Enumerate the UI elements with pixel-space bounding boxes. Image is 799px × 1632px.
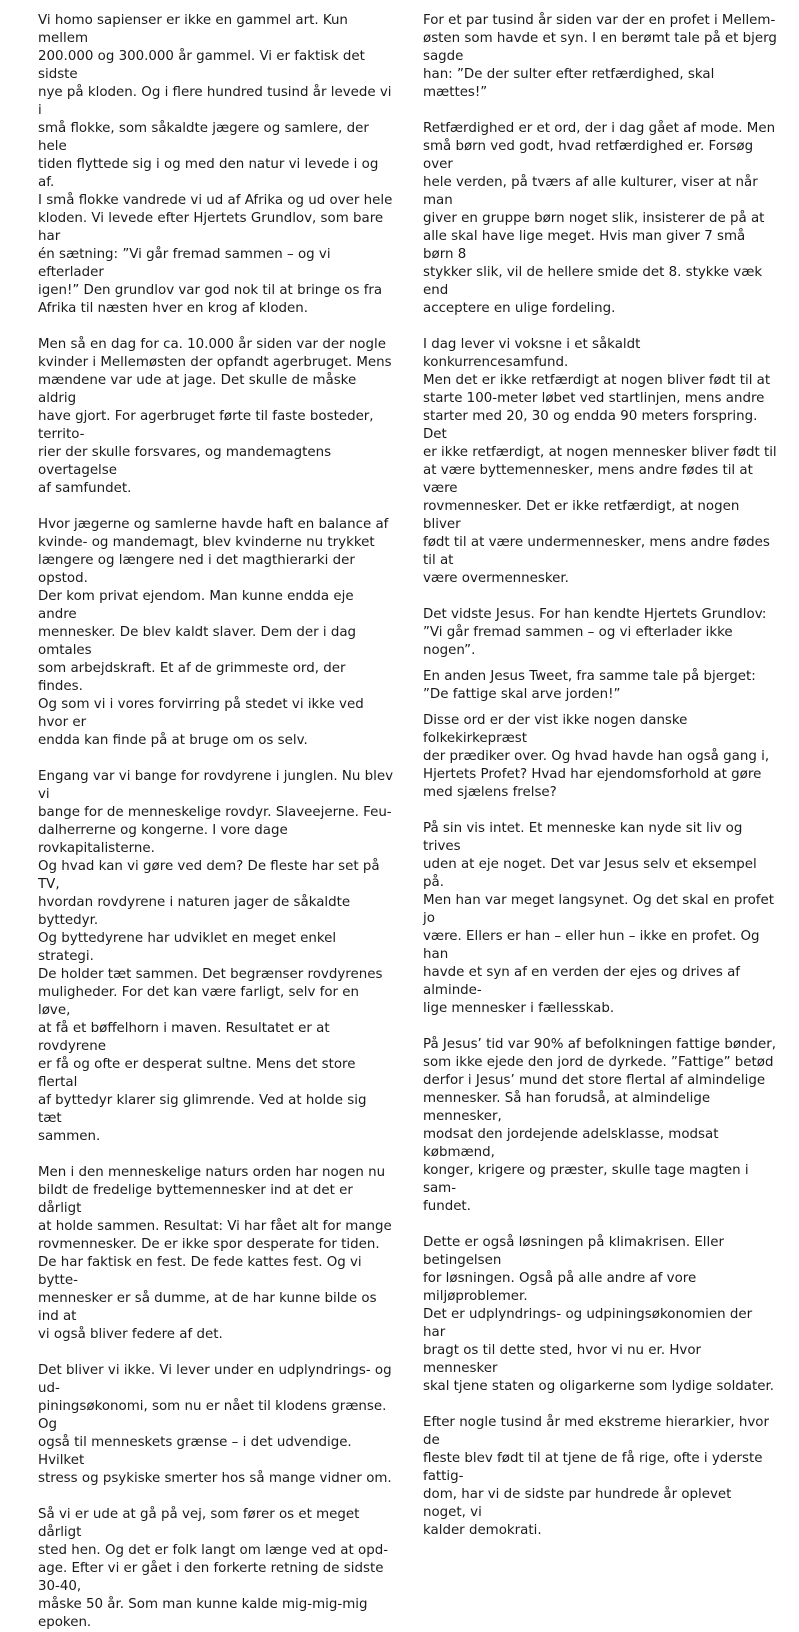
paragraph: Retfærdighed er et ord, der i dag gået af mode. Men små børn ved godt, hvad retfærdighed er. Forsøg over hele verden, på tværs af alle kulturer, viser at når man giver en gruppe børn noget slik, insisterer de på at alle skal have lige meget. Hvis man giver 7 små børn 8 stykker slik, vil de hellere smide det 8. stykke væk end acceptere en ulige fordeling. xyxy=(423,121,776,316)
paragraph: Dette er også løsningen på klimakrisen. Eller betingelsen for løsningen. Også på alle andre af vore miljøproblemer. Det er udplyndrings- og udpiningsøkonomien der har bragt os til dette sted, hvor vi nu er. Hvor mennesker skal tjene staten og oligarkerne som lydige soldater. xyxy=(423,1235,775,1394)
paragraph: Det vidste Jesus. For han kendte Hjertets Grundlov: ”Vi går fremad sammen – og vi efterlader ikke nogen”. xyxy=(423,607,767,658)
paragraph: En anden Jesus Tweet, fra samme tale på bjerget: ”De fattige skal arve jorden!” xyxy=(423,669,756,702)
paragraph: I dag lever vi voksne i et såkaldt konkurrencesamfund. Men det er ikke retfærdigt at nogen bliver født til at starte 100-meter løbet ved startlinjen, mens andre starter med 20, 30 og endda 90 meters forspring. Det er ikke retfærdigt, at nogen mennesker bliver født til at være byttemennesker, mens andre fødes til at være rovmennesker. Det er ikke retfærdigt, at nogen bliver født til at være undermennesker, mens andre fødes til at være overmennesker. xyxy=(423,337,777,586)
paragraph: Hvor jægerne og samlerne havde haft en balance af kvinde- og mandemagt, blev kvinderne nu trykket længere og længere ned i det magthierarki der opstod. Der kom privat ejendom. Man kunne endda eje andre mennesker. De blev kaldt slaver. Dem der i dag omtales som arbejdskraft. Et af de grimmeste ord, der findes. Og som vi i vores forvirring på stedet vi ikke ved hvor er endda kan finde på at bruge om os selv. xyxy=(38,517,389,748)
paragraph: Men så en dag for ca. 10.000 år siden var der nogle kvinder i Mellemøsten der opfandt agerbruget. Mens mændene var ude at jage. Det skulle de måske aldrig have gjort. For agerbruget førte til faste bosteder, territo- rier der skulle forsvares, og mandemagtens overtagelse af samfundet. xyxy=(38,337,392,496)
paragraph: På sin vis intet. Et menneske kan nyde sit liv og trives uden at eje noget. Det var Jesus selv et eksempel på. Men han var meget langsynet. Og det skal en profet jo være. Ellers er han – eller hun – ikke en profet. Og han havde et syn af en verden der ejes og drives af alminde- lige mennesker i fællesskab. xyxy=(423,821,775,1016)
paragraph: Så vi er ude at gå på vej, som fører os et meget dårligt sted hen. Og det er folk langt om længe ved at opd- age. Efter vi er gået i den forkerte retning de sidste 30-40, måske 50 år. Som man kunne kalde mig-mig-mig epoken. xyxy=(38,1507,389,1630)
paragraph: For et par tusind år siden var der en profet i Mellem- østen som havde et syn. I en berømt tale på et bjerg sagde han: ”De der sulter efter retfærdighed, skal mættes!” xyxy=(423,13,777,100)
paragraph: Disse ord er der vist ikke nogen danske folkekirkepræst der prædiker over. Og hvad havde han også gang i, Hjertets Profet? Hvad har ejendomsforhold at gøre med sjælens frelse? xyxy=(423,713,770,800)
right-column xyxy=(423,12,778,1538)
paragraph: Efter nogle tusind år med ekstreme hierarkier, hvor de fleste blev født til at tjene de få rige, ofte i yderste fattig- dom, har vi de sidste par hundrede år oplevet noget, vi kalder demokrati. xyxy=(423,1415,769,1538)
paragraph: Vi homo sapienser er ikke en gammel art. Kun mellem 200.000 og 300.000 år gammel. Vi er faktisk det sidste nye på kloden. Og i flere hundred tusind år levede vi i små flokke, som såkaldte jægere og samlere, der hele tiden flyttede sig i og med den natur vi levede i og af. I små flokke vandrede vi ud af Afrika og ud over hele kloden. Vi levede efter Hjertets Grundlov, som bare har én sætning: ”Vi går fremad sammen – og vi efterlader igen!” Den grundlov var god nok til at bringe os fra Afrika til næsten hver en krog af kloden. xyxy=(38,13,393,316)
paragraph: Det bliver vi ikke. Vi lever under en udplyndrings- og ud- piningsøkonomi, som nu er nået til klodens grænse. Og også til menneskets grænse – i det udvendige. Hvilket stress og psykiske smerter hos så mange vidner om. xyxy=(38,1363,392,1486)
paragraph: Engang var vi bange for rovdyrene i junglen. Nu blev vi bange for de menneskelige rovdyr. Slaveejerne. Feu- dalherrerne og kongerne. I vore dage rovkapitalisterne. Og hvad kan vi gøre ved dem? De fleste har set på TV, hvordan rovdyrene i naturen jager de såkaldte byttedyr. Og byttedyrene har udviklet en meget enkel strategi. De holder tæt sammen. Det begrænser rovdyrenes muligheder. For det kan være farligt, selv for en løve, at få et bøffelhorn i maven. Resultatet er at rovdyrene er få og ofte er desperat sultne. Mens det store flertal af byttedyr klarer sig glimrende. Ved at holde sig tæt sammen. xyxy=(38,769,394,1144)
paragraph: På Jesus’ tid var 90% af befolkningen fattige bønder, som ikke ejede den jord de dyrkede. ”Fattige” betød derfor i Jesus’ mund det store flertal af almindelige mennesker. Så han forudså, at almindelige mennesker, modsat den jordejende adelsklasse, modsat købmænd, konger, krigere og præster, skulle tage magten i sam- fundet. xyxy=(423,1037,777,1214)
left-column xyxy=(38,12,394,1630)
paragraph: Men i den menneskelige naturs orden har nogen nu bildt de fredelige byttemennesker ind at det er dårligt at holde sammen. Resultat: Vi har fået alt for mange rovmennesker. De er ikke spor desperate for tiden. De har faktisk en fest. De fede kattes fest. Og vi bytte- mennesker er så dumme, at de har kunne bilde os ind at vi også bliver federe af det. xyxy=(38,1165,392,1342)
